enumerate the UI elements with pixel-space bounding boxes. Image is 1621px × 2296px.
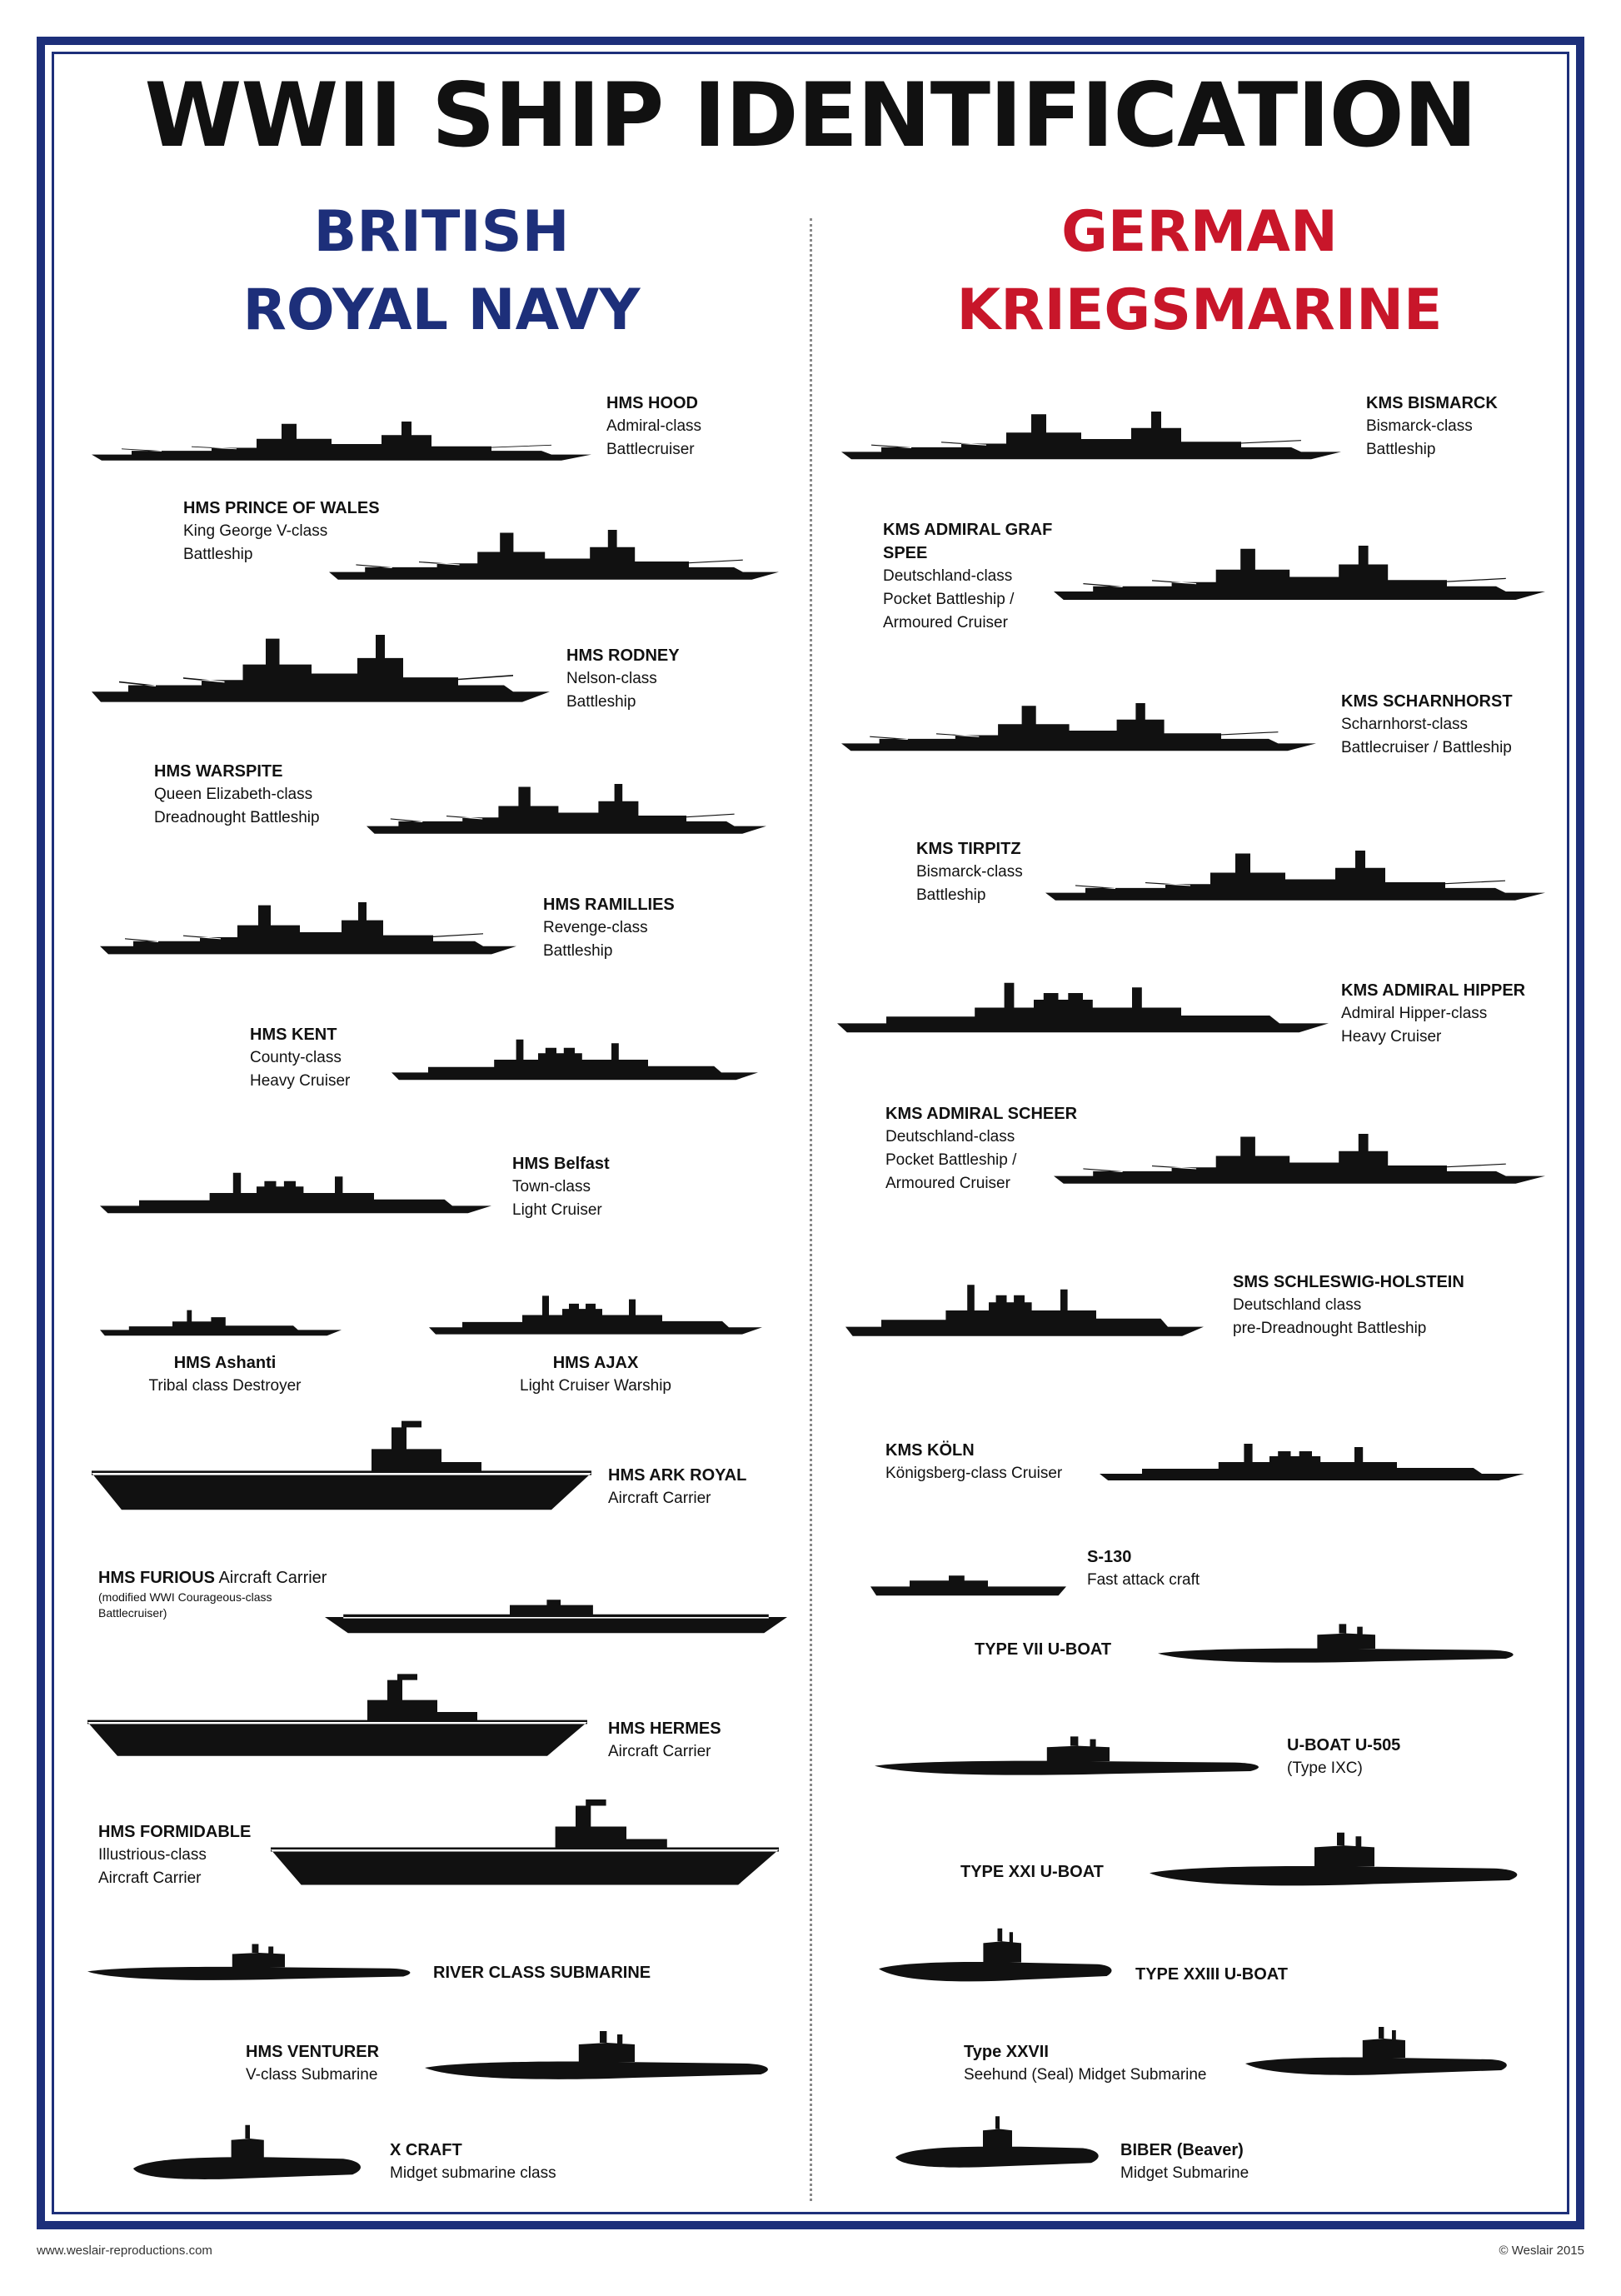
type-xxvii-caption — [964, 2040, 1230, 2087]
ship-class-line: Deutschland-class — [883, 567, 1013, 585]
ship-name-text: S-130 — [1087, 1548, 1132, 1566]
kent-silhouette-svg — [392, 996, 758, 1087]
type-vii-silhouette-svg — [1158, 1612, 1520, 1679]
furious-caption — [98, 1566, 365, 1621]
hermes-hull-shape — [87, 1674, 587, 1755]
warspite-caption — [154, 760, 362, 830]
ark-royal-caption — [608, 1464, 800, 1510]
ajax-hull-shape — [429, 1295, 762, 1334]
ship-class-line: Battleship — [543, 942, 613, 960]
hood-silhouette-svg — [92, 392, 591, 467]
ship-class-line: Admiral-class — [606, 417, 702, 435]
ship-name — [885, 1102, 1085, 1126]
ship-name — [1341, 979, 1566, 1002]
type-vii-hull-shape — [1158, 1624, 1514, 1662]
formidable-caption — [98, 1820, 282, 1890]
ship-class-line: Battlecruiser / Battleship — [1341, 739, 1512, 756]
belfast-silhouette-svg — [100, 1129, 491, 1220]
ark-royal-silhouette-svg — [92, 1408, 591, 1516]
ship-class-line: Pocket Battleship / — [883, 591, 1015, 608]
ship-name-text: HMS Belfast — [512, 1155, 610, 1173]
ship-name — [183, 497, 392, 520]
type-vii-silhouette — [1158, 1612, 1520, 1679]
ship-name-text: KMS ADMIRAL GRAF SPEE — [883, 521, 1053, 562]
river-class-silhouette-svg — [87, 1933, 416, 1995]
graf-spee-silhouette-svg — [1054, 504, 1545, 608]
rodney-silhouette — [92, 583, 550, 712]
ship-name-text: SMS SCHLESWIG-HOLSTEIN — [1233, 1273, 1464, 1291]
ship-class-line: King George V-class — [183, 522, 328, 540]
s130-hull-shape — [870, 1575, 1066, 1595]
ship-name — [433, 1961, 683, 1984]
type-xxiii-caption — [1135, 1963, 1335, 1986]
formidable-silhouette-svg — [271, 1787, 779, 1891]
belfast-silhouette — [100, 1129, 491, 1220]
ship-name-text: HMS RODNEY — [566, 646, 680, 665]
ship-class-line: County-class — [250, 1049, 342, 1066]
ship-name-text: Type XXVII — [964, 2043, 1049, 2061]
type-vii-caption — [975, 1638, 1158, 1661]
tirpitz-silhouette — [1045, 812, 1545, 908]
rodney-silhouette-svg — [92, 583, 550, 712]
german-heading: GERMAN KRIEGSMARINE — [956, 199, 1443, 343]
formidable-hull-shape — [271, 1799, 779, 1885]
ship-class-line: Battlecruiser — [606, 441, 695, 458]
ship-name — [566, 644, 775, 667]
ship-class-line: Königsberg-class Cruiser — [885, 1465, 1063, 1482]
koln-silhouette-svg — [1100, 1404, 1524, 1487]
scharnhorst-silhouette-svg — [841, 666, 1316, 758]
bismarck-silhouette-svg — [841, 375, 1341, 467]
ship-class-line: Aircraft Carrier — [608, 1490, 711, 1507]
furious-hull-shape — [325, 1600, 787, 1633]
s130-caption — [1087, 1545, 1254, 1592]
ship-name — [975, 1638, 1158, 1661]
belfast-caption — [512, 1152, 679, 1222]
ship-class-line: Nelson-class — [566, 670, 657, 687]
ship-name — [1366, 392, 1549, 415]
biber-hull-shape — [895, 2116, 1099, 2168]
ship-name — [98, 1566, 365, 1590]
ark-royal-silhouette — [92, 1408, 591, 1516]
ship-name-text: HMS FURIOUS — [98, 1569, 215, 1587]
type-xxiii-silhouette — [879, 1912, 1116, 2004]
hood-hull-shape — [92, 422, 591, 461]
ajax-caption — [454, 1351, 737, 1398]
s130-silhouette — [870, 1550, 1066, 1600]
type-xxvii-hull-shape — [1245, 2027, 1507, 2075]
graf-spee-caption — [883, 518, 1083, 635]
furious-silhouette-svg — [325, 1570, 787, 1637]
ship-name-text: KMS TIRPITZ — [916, 840, 1021, 858]
ship-name-text: KMS ADMIRAL HIPPER — [1341, 981, 1526, 1000]
footer-website: www.weslair-reproductions.com — [37, 2244, 212, 2258]
ship-name-text: KMS BISMARCK — [1366, 394, 1498, 412]
ship-class-line: Battlecruiser) — [98, 1606, 167, 1620]
type-xxiii-silhouette-svg — [879, 1912, 1116, 2004]
ship-name — [454, 1351, 737, 1375]
bismarck-silhouette — [841, 375, 1341, 467]
ship-name — [883, 518, 1083, 565]
hipper-caption — [1341, 979, 1566, 1049]
formidable-silhouette — [271, 1787, 779, 1891]
hood-caption — [606, 392, 798, 462]
graf-spee-silhouette — [1054, 504, 1545, 608]
ship-name — [608, 1717, 800, 1740]
ship-name — [512, 1152, 679, 1175]
rodney-hull-shape — [92, 635, 550, 702]
scheer-silhouette — [1054, 1096, 1545, 1191]
warspite-silhouette — [367, 746, 766, 841]
ship-class-line: Dreadnought Battleship — [154, 809, 320, 826]
scharnhorst-caption — [1341, 690, 1558, 760]
scheer-hull-shape — [1054, 1134, 1545, 1184]
ship-class-line: (Type IXC) — [1287, 1759, 1363, 1777]
ship-class-line: (modified WWI Courageous-class — [98, 1590, 272, 1604]
ship-name — [83, 1351, 367, 1375]
ship-class-line: Battleship — [183, 546, 253, 563]
ramillies-caption — [543, 893, 751, 963]
prince-of-wales-silhouette — [329, 492, 779, 587]
scharnhorst-silhouette — [841, 666, 1316, 758]
prince-of-wales-silhouette-svg — [329, 492, 779, 587]
ajax-silhouette-svg — [429, 1254, 762, 1341]
ship-name-text: HMS HERMES — [608, 1720, 721, 1738]
ship-name-text: RIVER CLASS SUBMARINE — [433, 1964, 651, 1982]
ship-name — [964, 2040, 1230, 2064]
ship-class-line: Aircraft Carrier — [98, 1869, 202, 1887]
graf-spee-hull-shape — [1054, 546, 1545, 600]
river-class-hull-shape — [87, 1944, 410, 1980]
koln-caption — [885, 1439, 1094, 1485]
ship-class-line: Light Cruiser — [512, 1201, 602, 1219]
x-craft-caption — [390, 2139, 598, 2185]
ship-class-line: Deutschland class — [1233, 1296, 1362, 1314]
ark-royal-hull-shape — [92, 1421, 591, 1510]
type-xxi-silhouette-svg — [1150, 1816, 1524, 1908]
type-xxvii-silhouette-svg — [1245, 2012, 1512, 2095]
ship-class-line: V-class Submarine — [246, 2066, 378, 2084]
ship-class-line: Illustrious-class — [98, 1846, 207, 1864]
ship-name — [154, 760, 362, 783]
column-divider — [810, 218, 812, 2201]
koln-hull-shape — [1100, 1444, 1524, 1480]
hermes-silhouette-svg — [87, 1662, 587, 1762]
ship-name — [916, 837, 1083, 861]
ship-name-suffix: Aircraft Carrier — [215, 1569, 327, 1587]
u505-caption — [1287, 1734, 1454, 1780]
hermes-silhouette — [87, 1662, 587, 1762]
x-craft-silhouette-svg — [133, 2116, 367, 2191]
type-xxiii-hull-shape — [879, 1929, 1112, 1982]
kent-silhouette — [392, 996, 758, 1087]
ship-name-text: TYPE VII U-BOAT — [975, 1640, 1112, 1659]
ship-class-line: Battleship — [566, 693, 636, 711]
ship-name — [606, 392, 798, 415]
ship-name — [1341, 690, 1558, 713]
ship-name-text: HMS RAMILLIES — [543, 896, 675, 914]
kent-caption — [250, 1023, 416, 1093]
ship-class-line: Battleship — [916, 886, 986, 904]
x-craft-silhouette — [133, 2116, 367, 2191]
x-craft-hull-shape — [133, 2125, 361, 2179]
u505-silhouette — [875, 1724, 1266, 1791]
ship-name — [1120, 2139, 1287, 2162]
ship-name-text: KMS KÖLN — [885, 1441, 975, 1460]
ship-class-line: Tribal class Destroyer — [148, 1377, 302, 1395]
ship-class-line: Bismarck-class — [916, 863, 1023, 881]
ship-name-text: HMS KENT — [250, 1026, 337, 1044]
biber-silhouette — [895, 2108, 1104, 2179]
ship-name — [885, 1439, 1094, 1462]
ramillies-hull-shape — [100, 902, 516, 954]
hermes-caption — [608, 1717, 800, 1764]
river-class-silhouette — [87, 1933, 416, 1995]
ship-name — [1287, 1734, 1454, 1757]
ship-name-text: KMS SCHARNHORST — [1341, 692, 1513, 711]
ship-class-line: Light Cruiser Warship — [520, 1377, 671, 1395]
venturer-caption — [246, 2040, 421, 2087]
bismarck-hull-shape — [841, 412, 1341, 459]
ship-class-line: Queen Elizabeth-class — [154, 786, 313, 803]
scharnhorst-hull-shape — [841, 703, 1316, 751]
ship-class-line: Fast attack craft — [1087, 1571, 1200, 1589]
poster-title: WWII SHIP IDENTIFICATION — [144, 64, 1477, 167]
ashanti-hull-shape — [100, 1310, 342, 1336]
ship-name — [1233, 1270, 1483, 1294]
tirpitz-hull-shape — [1045, 851, 1545, 901]
british-heading: BRITISH ROYAL NAVY — [242, 199, 641, 343]
ship-name — [1087, 1545, 1254, 1569]
schleswig-hull-shape — [845, 1285, 1204, 1336]
ship-name — [543, 893, 751, 916]
ship-name-text: TYPE XXIII U-BOAT — [1135, 1965, 1288, 1984]
prince-of-wales-caption — [183, 497, 392, 567]
ship-class-line: Scharnhorst-class — [1341, 716, 1469, 733]
ship-name — [960, 1860, 1144, 1884]
s130-silhouette-svg — [870, 1550, 1066, 1600]
ship-name-text: HMS Ashanti — [173, 1354, 277, 1372]
warspite-hull-shape — [367, 784, 766, 834]
ship-class-line: Armoured Cruiser — [885, 1175, 1010, 1192]
ship-name-text: HMS WARSPITE — [154, 762, 283, 781]
ship-class-line: Deutschland-class — [885, 1128, 1015, 1146]
type-xxi-caption — [960, 1860, 1144, 1884]
ship-class-line: Midget Submarine — [1120, 2164, 1249, 2182]
tirpitz-silhouette-svg — [1045, 812, 1545, 908]
scheer-caption — [885, 1102, 1085, 1195]
schleswig-silhouette-svg — [845, 1229, 1204, 1345]
hipper-hull-shape — [837, 983, 1329, 1032]
ashanti-silhouette — [100, 1270, 342, 1341]
ship-name — [1135, 1963, 1335, 1986]
ship-name-text: BIBER (Beaver) — [1120, 2141, 1244, 2159]
ship-class-line: Bismarck-class — [1366, 417, 1473, 435]
ship-class-line: Revenge-class — [543, 919, 648, 936]
ramillies-silhouette — [100, 862, 516, 962]
ship-name — [390, 2139, 598, 2162]
type-xxvii-silhouette — [1245, 2012, 1512, 2095]
ship-name — [246, 2040, 421, 2064]
scheer-silhouette-svg — [1054, 1096, 1545, 1191]
ashanti-silhouette-svg — [100, 1270, 342, 1341]
ship-name-text: HMS AJAX — [552, 1354, 639, 1372]
ship-class-line: Seehund (Seal) Midget Submarine — [964, 2066, 1207, 2084]
schleswig-caption — [1233, 1270, 1483, 1340]
ship-name-text: HMS PRINCE OF WALES — [183, 499, 380, 517]
ship-class-line: Admiral Hipper-class — [1341, 1005, 1488, 1022]
ship-name-text: X CRAFT — [390, 2141, 462, 2159]
u505-silhouette-svg — [875, 1724, 1266, 1791]
u505-hull-shape — [875, 1736, 1259, 1774]
type-xxi-silhouette — [1150, 1816, 1524, 1908]
footer-copyright: © Weslair 2015 — [1499, 2244, 1584, 2258]
ship-name-text: HMS ARK ROYAL — [608, 1466, 747, 1485]
ship-class-line: Armoured Cruiser — [883, 614, 1008, 631]
ship-name-text: HMS VENTURER — [246, 2043, 380, 2061]
venturer-silhouette — [425, 2016, 775, 2099]
ajax-silhouette — [429, 1254, 762, 1341]
hipper-silhouette — [837, 929, 1329, 1041]
ship-name — [98, 1820, 282, 1844]
ship-class-line: pre-Dreadnought Battleship — [1233, 1320, 1427, 1337]
prince-of-wales-hull-shape — [329, 530, 779, 580]
ashanti-caption — [83, 1351, 367, 1398]
ship-name-text: KMS ADMIRAL SCHEER — [885, 1105, 1078, 1123]
ship-class-line: Pocket Battleship / — [885, 1151, 1017, 1169]
river-class-caption — [433, 1961, 683, 1984]
hood-silhouette — [92, 392, 591, 467]
warspite-silhouette-svg — [367, 746, 766, 841]
kent-hull-shape — [392, 1040, 758, 1080]
biber-silhouette-svg — [895, 2108, 1104, 2179]
ship-class-line: Midget submarine class — [390, 2164, 556, 2182]
rodney-caption — [566, 644, 775, 714]
venturer-hull-shape — [425, 2031, 768, 2079]
venturer-silhouette-svg — [425, 2016, 775, 2099]
koln-silhouette — [1100, 1404, 1524, 1487]
ship-class-line: Battleship — [1366, 441, 1436, 458]
ship-class-line: Aircraft Carrier — [608, 1743, 711, 1760]
bismarck-caption — [1366, 392, 1549, 462]
type-xxi-hull-shape — [1150, 1833, 1517, 1886]
hipper-silhouette-svg — [837, 929, 1329, 1041]
ship-name — [608, 1464, 800, 1487]
schleswig-silhouette — [845, 1229, 1204, 1345]
ship-name-text: TYPE XXI U-BOAT — [960, 1863, 1104, 1881]
tirpitz-caption — [916, 837, 1083, 907]
ship-class-line: Heavy Cruiser — [250, 1072, 351, 1090]
ship-name-text: HMS FORMIDABLE — [98, 1823, 252, 1841]
ship-name — [250, 1023, 416, 1046]
ramillies-silhouette-svg — [100, 862, 516, 962]
biber-caption — [1120, 2139, 1287, 2185]
ship-class-line: Town-class — [512, 1178, 591, 1195]
belfast-hull-shape — [100, 1173, 491, 1213]
ship-name-text: U-BOAT U-505 — [1287, 1736, 1401, 1754]
ship-name-text: HMS HOOD — [606, 394, 698, 412]
ship-class-line: Heavy Cruiser — [1341, 1028, 1442, 1046]
furious-silhouette — [325, 1570, 787, 1637]
